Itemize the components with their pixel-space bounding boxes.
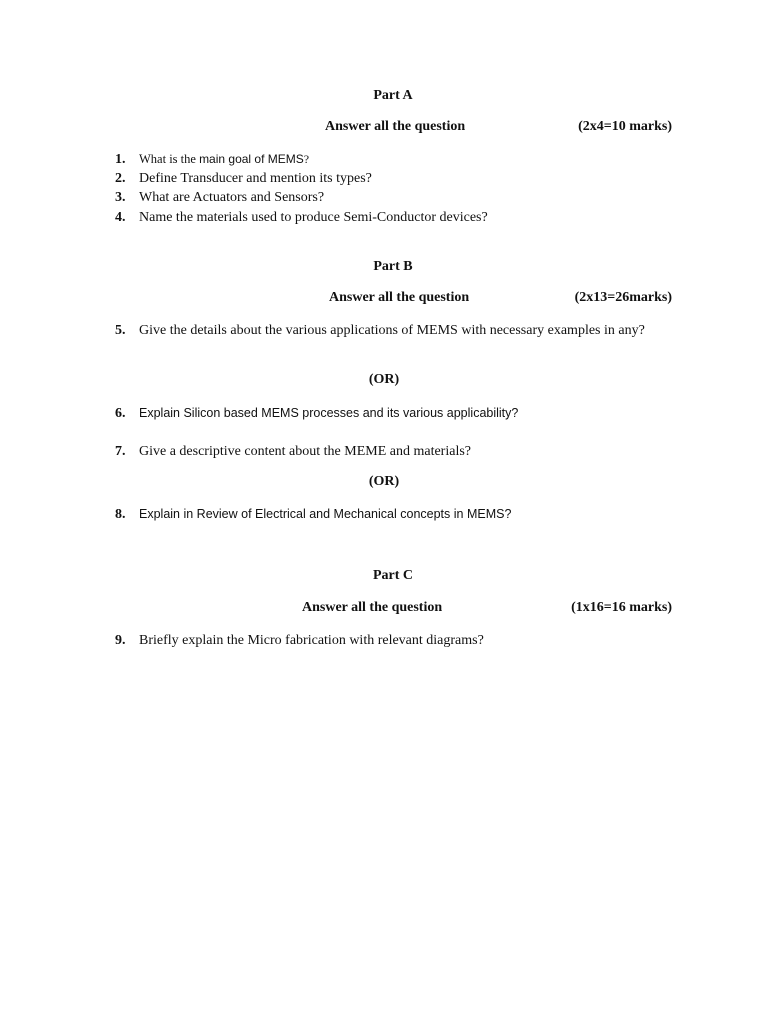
question-number: 2. [115, 171, 126, 186]
question-text: Explain in Review of Electrical and Mechanical concepts in MEMS? [139, 507, 512, 521]
question-text-post: ? [303, 152, 310, 166]
part-b-title: Part B [373, 259, 413, 274]
question-6 [115, 404, 675, 423]
part-a-marks: (2x4=10 marks) [578, 119, 672, 134]
or-separator: (OR) [368, 372, 400, 387]
question-number: 3. [115, 190, 126, 205]
question-text-emphasis: main goal of MEMS [199, 152, 304, 166]
question-number: 7. [115, 444, 126, 459]
question-text: Explain Silicon based MEMS processes and its various applicability? [139, 406, 519, 420]
question-4 [115, 208, 675, 227]
question-text: Name the materials used to produce Semi-Conductor devices? [139, 210, 488, 225]
question-9 [115, 631, 675, 650]
question-text: Give the details about the various applications of MEMS with necessary examples in any? [139, 323, 645, 338]
question-8 [115, 505, 675, 524]
question-number: 1. [115, 152, 126, 167]
question-number: 6. [115, 406, 126, 421]
question-7 [115, 442, 675, 461]
question-text: What are Actuators and Sensors? [139, 190, 325, 205]
part-b-instruction: Answer all the question [329, 290, 470, 305]
part-a-title: Part A [373, 88, 413, 103]
question-5 [115, 321, 675, 340]
question-text: Define Transducer and mention its types? [139, 171, 372, 186]
part-c-instruction: Answer all the question [302, 600, 443, 615]
question-text: Briefly explain the Micro fabrication with relevant diagrams? [139, 633, 484, 648]
question-number: 9. [115, 633, 126, 648]
question-3 [115, 188, 675, 207]
question-number: 8. [115, 507, 126, 522]
question-text-pre: What is the [139, 152, 200, 166]
or-separator: (OR) [368, 474, 400, 489]
question-2 [115, 169, 675, 188]
part-c-marks: (1x16=16 marks) [571, 600, 672, 615]
question-text [139, 150, 675, 169]
question-1 [115, 150, 675, 169]
question-text: Give a descriptive content about the MEME and materials? [139, 444, 472, 459]
part-b-marks: (2x13=26marks) [574, 290, 672, 305]
part-c-title: Part C [372, 568, 414, 583]
part-a-instruction: Answer all the question [325, 119, 466, 134]
question-number: 5. [115, 323, 126, 338]
question-number: 4. [115, 210, 126, 225]
